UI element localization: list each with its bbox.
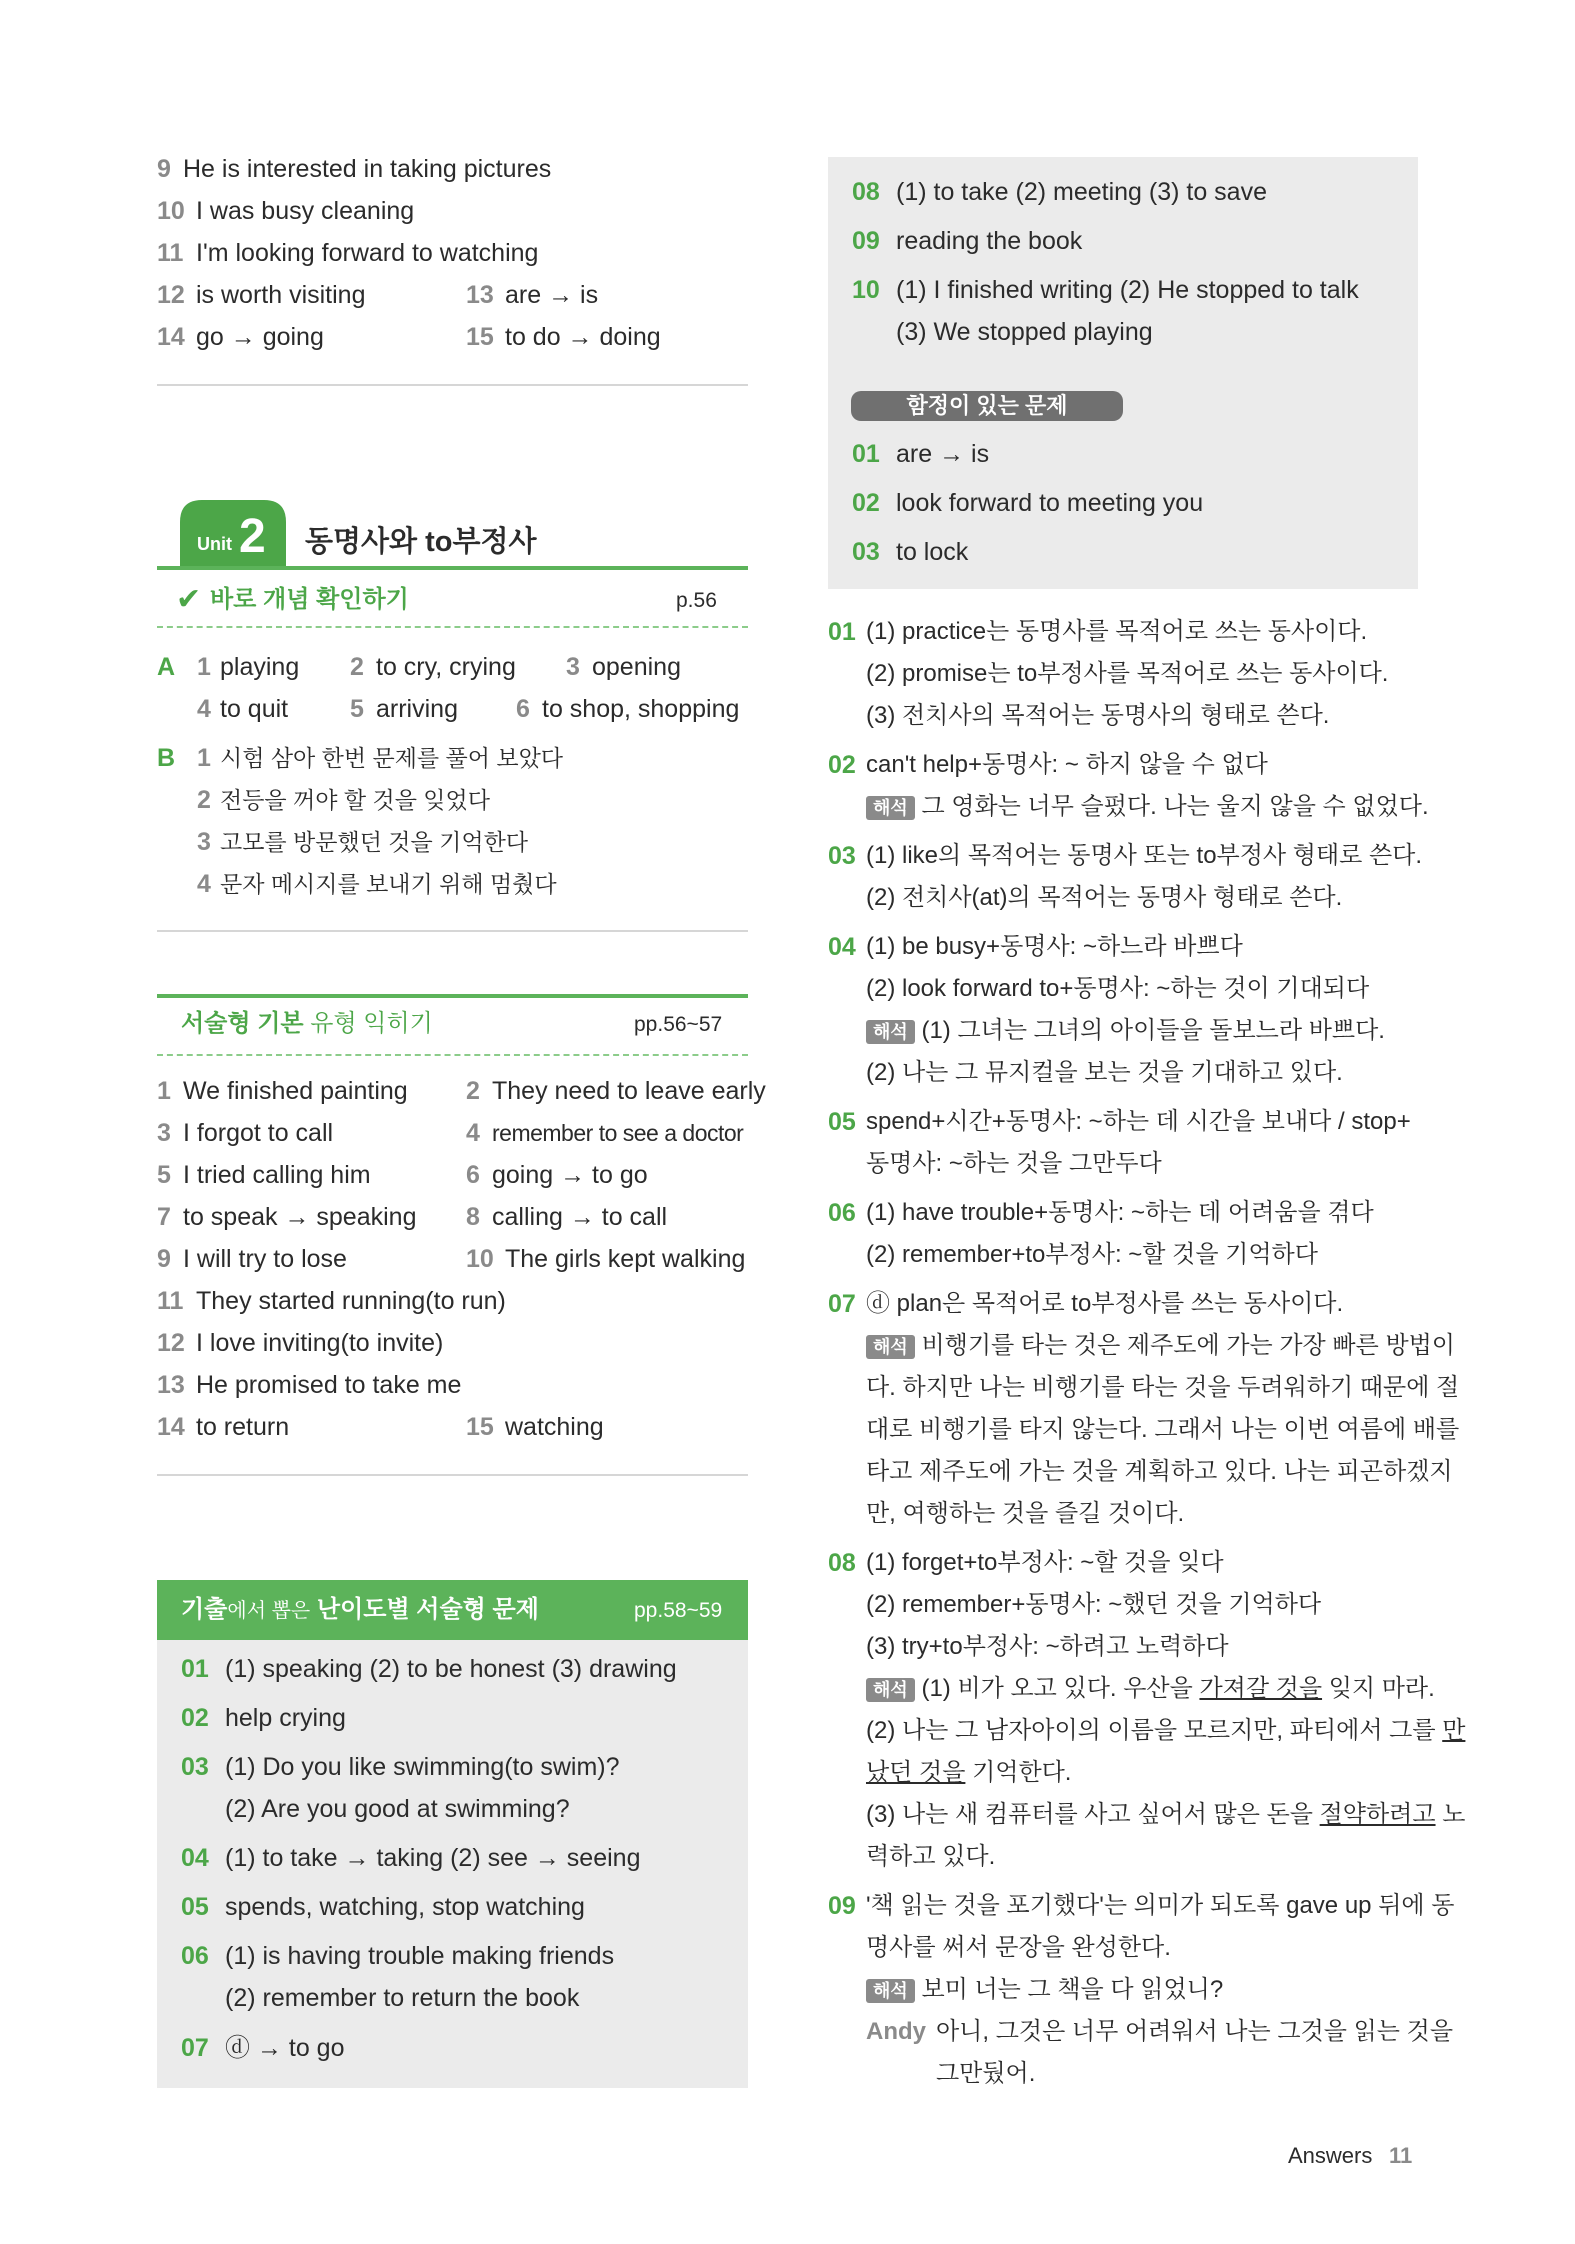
answer-text: (1) Do you like swimming(to swim)? [225,1753,620,1781]
translation-text: (1) 비가 오고 있다. 우산을 [921,1675,1200,1702]
item-number: 02 [852,489,880,517]
translation-tag: 해석 [866,1335,915,1359]
translation-text: 비행기를 타는 것은 제주도에 가는 가장 빠른 방법이 [921,1332,1455,1359]
section-title-rest: 유형 익히기 [310,1010,433,1037]
answer-text: He promised to take me [196,1371,462,1399]
answer-text: (3) We stopped playing [896,318,1153,346]
translation-line [866,1975,1223,2005]
answer-text: 전등을 꺼야 할 것을 잊었다 [220,787,490,813]
item-number: 11 [157,1287,184,1315]
item-number: 04 [181,1844,209,1872]
underlined-text: 가져갈 것을 [1199,1675,1323,1702]
item-number: 3 [566,653,580,681]
page-ref: p.56 [676,589,717,612]
item-number: 01 [828,618,856,646]
explanation-line: (1) be busy+동명사: ~하느라 바쁘다 [866,933,1243,960]
speaker-name: Andy [866,2018,926,2045]
item-number: 2 [350,653,364,681]
answer-text: I tried calling him [183,1161,371,1189]
item-number: 14 [157,323,185,351]
item-number: 02 [828,751,856,779]
explanation-line: can't help+동명사: ~ 하지 않을 수 없다 [866,751,1268,778]
answer-text: We finished painting [183,1077,408,1105]
explanation-line: (2) remember+to부정사: ~할 것을 기억하다 [866,1241,1318,1268]
translation-line [866,1674,1435,1704]
item-number: 7 [157,1203,171,1231]
trap-badge: 함정이 있는 문제 [851,391,1123,421]
item-number: 09 [828,1892,856,1920]
answer-text: (1) is having trouble making friends [225,1942,615,1970]
answer-box [828,157,1418,589]
answer-text: The girls kept walking [505,1245,746,1273]
explanation-line: 력하고 있다. [866,1843,996,1870]
item-number: 09 [852,227,880,255]
item-number: 10 [852,276,880,304]
exam-title-c: 난이도별 서술형 문제 [316,1596,539,1623]
explanation-line: (2) remember+동명사: ~했던 것을 기억하다 [866,1591,1322,1618]
item-number: 4 [197,870,211,898]
explanation-line: spend+시간+동명사: ~하는 데 시간을 보내다 / stop+ [866,1108,1411,1135]
item-number: 08 [852,178,880,206]
answer-text: are → is [505,281,599,309]
explanation-line: (2) promise는 to부정사를 목적어로 쓰는 동사이다. [866,660,1389,687]
answer-text: to return [196,1413,290,1441]
translation-text: 기억한다. [965,1759,1072,1786]
answer-text: They need to leave early [492,1077,766,1105]
answer-text: playing [220,653,300,681]
explanation-line: 다. 하지만 나는 비행기를 타는 것을 두려워하기 때문에 절 [866,1374,1460,1401]
item-number: 03 [828,842,856,870]
translation-text: 그 영화는 너무 슬펐다. 나는 울지 않을 수 없었다. [921,793,1429,820]
exam-title-b: 에서 뽑은 [227,1600,311,1622]
explanation-line [866,1800,1465,1830]
answer-text: (2) remember to return the book [225,1984,580,2012]
answer-text: spends, watching, stop watching [225,1893,585,1921]
translation-text: (3) 나는 새 컴퓨터를 사고 싶어서 많은 돈을 [866,1801,1320,1828]
answer-text: I was busy cleaning [196,197,415,225]
unit-number: 2 [239,510,266,563]
answer-text: (1) to take (2) meeting (3) to save [896,178,1267,206]
item-number: 15 [466,323,494,351]
answer-text: (2) Are you good at swimming? [225,1795,570,1823]
translation-tag: 해석 [866,796,915,820]
item-number: 08 [828,1549,856,1577]
item-number: 1 [197,653,211,681]
translation-tag: 해석 [866,1979,915,2003]
item-number: 9 [157,155,171,183]
answer-text: is worth visiting [196,281,366,309]
answer-text: watching [505,1413,604,1441]
answer-text: (1) speaking (2) to be honest (3) drawing [225,1655,677,1683]
explanation-line: (2) 전치사(at)의 목적어는 동명사 형태로 쓴다. [866,884,1343,911]
answer-text: I will try to lose [183,1245,347,1273]
answer-text: to speak → speaking [183,1203,417,1231]
explanation-line: (1) forget+to부정사: ~할 것을 잊다 [866,1549,1224,1576]
explanation-line: (3) try+to부정사: ~하려고 노력하다 [866,1633,1229,1660]
answer-text: 고모를 방문했던 것을 기억한다 [220,829,529,855]
divider [157,1474,748,1476]
translation-text: (1) 그녀는 그녀의 아이들을 돌보느라 바쁘다. [921,1017,1385,1044]
item-number: 06 [828,1199,856,1227]
item-number: 01 [852,440,880,468]
answer-text: 문자 메시지를 보내기 위해 멈췄다 [220,871,557,897]
item-number: 5 [157,1161,171,1189]
explanation-line: 동명사: ~하는 것을 그만두다 [866,1150,1162,1177]
item-number: 2 [197,786,211,814]
answer-text: arriving [376,695,458,723]
footer-label: Answers [1288,2143,1373,2168]
unit-title: 동명사와 to부정사 [305,526,537,558]
explanation-line: 그만뒀어. [936,2060,1036,2087]
answer-text: go → going [196,323,324,351]
answer-text: to shop, shopping [542,695,740,723]
answer-text: to do → doing [505,323,661,351]
explanation-line: (3) 전치사의 목적어는 동명사의 형태로 쓴다. [866,702,1330,729]
translation-tag: 해석 [866,1678,915,1702]
answer-text: help crying [225,1704,346,1732]
item-number: 1 [157,1077,171,1105]
item-number: 06 [181,1942,209,1970]
explanation-line: 아니, 그것은 너무 어려워서 나는 그것을 읽는 것을 [936,2018,1454,2045]
item-number: 5 [350,695,364,723]
underlined-text: 만 [1442,1717,1466,1744]
page-number: 11 [1389,2143,1413,2168]
item-number: 3 [197,828,211,856]
explanation-line: 타고 제주도에 가는 것을 계획하고 있다. 나는 피곤하겠지 [866,1458,1453,1485]
item-number: 8 [466,1203,480,1231]
answer-text: They started running(to run) [196,1287,506,1315]
underlined-text: 절약하려고 [1319,1801,1436,1828]
translation-line [866,1016,1385,1046]
answer-text: He is interested in taking pictures [183,155,552,183]
translation-tag: 해석 [866,1020,915,1044]
item-number: 14 [157,1413,185,1441]
answer-text: are → is [896,440,990,468]
section-title [181,1008,433,1040]
answer-text: to cry, crying [376,653,516,681]
item-number: 1 [197,744,211,772]
item-number: 05 [828,1108,856,1136]
explanation-line: (1) like의 목적어는 동명사 또는 to부정사 형태로 쓴다. [866,842,1423,869]
answer-text: calling → to call [492,1203,668,1231]
unit-label: Unit [197,534,232,554]
item-number: 12 [157,1329,185,1357]
item-number: 11 [157,239,184,267]
explanation-line: 대로 비행기를 타지 않는다. 그래서 나는 이번 여름에 배를 [866,1416,1460,1443]
item-number: 6 [516,695,530,723]
item-number: 03 [181,1753,209,1781]
item-number: 4 [466,1119,480,1147]
section-title: 바로 개념 확인하기 [210,586,409,613]
item-number: 2 [466,1077,480,1105]
item-number: 07 [181,2034,209,2062]
answer-text: remember to see a doctor [492,1120,744,1146]
translation-text: (2) 나는 그 남자아이의 이름을 모르지만, 파티에서 그를 [866,1717,1443,1744]
explanation-line: (1) practice는 동명사를 목적어로 쓰는 동사이다. [866,618,1368,645]
answer-text: reading the book [896,227,1083,255]
translation-line [866,1331,1455,1361]
item-number: 05 [181,1893,209,1921]
item-number: 02 [181,1704,209,1732]
explanation-line: (2) look forward to+동명사: ~하는 것이 기대되다 [866,975,1370,1002]
dashed-divider [157,1054,748,1056]
answer-text: ⓓ → to go [225,2034,345,2062]
section-topline [157,994,748,998]
item-number: 4 [197,695,211,723]
answer-text: I love inviting(to invite) [196,1329,444,1357]
answer-text: opening [592,653,681,681]
unit-underline [157,566,748,570]
item-number: 6 [466,1161,480,1189]
item-number: 13 [157,1371,185,1399]
item-number: 01 [181,1655,209,1683]
answer-text: (1) to take → taking (2) see → seeing [225,1844,641,1872]
explanation-line: (2) 나는 그 뮤지컬을 보는 것을 기대하고 있다. [866,1059,1343,1086]
explanation-line [866,1716,1465,1746]
explanation-line [866,1758,1071,1788]
explanation-line: ⓓ plan은 목적어로 to부정사를 쓰는 동사이다. [866,1290,1344,1317]
exam-title [181,1594,539,1627]
answer-text: look forward to meeting you [896,489,1204,517]
item-number: 9 [157,1245,171,1273]
answer-text: to lock [896,538,969,566]
answer-text: I forgot to call [183,1119,334,1147]
item-number: 10 [157,197,185,225]
item-number: 3 [157,1119,171,1147]
section-title-bold: 서술형 기본 [181,1010,304,1037]
answer-text: I'm looking forward to watching [196,239,539,267]
translation-text: 보미 너는 그 책을 다 읽었니? [921,1976,1224,2003]
answer-text: 시험 삼아 한번 문제를 풀어 보았다 [220,745,564,771]
translation-text: 노 [1435,1801,1466,1828]
explanation-line: 만, 여행하는 것을 즐길 것이다. [866,1500,1185,1527]
explanation-line: (1) have trouble+동명사: ~하는 데 어려움을 겪다 [866,1199,1374,1226]
explanation-line: '책 읽는 것을 포기했다'는 의미가 되도록 gave up 뒤에 동 [866,1892,1455,1919]
unit-badge [180,500,286,568]
answer-text: (1) I finished writing (2) He stopped to talk [896,276,1359,304]
page-ref: pp.58~59 [634,1599,723,1622]
check-icon: ✔ [176,583,202,616]
dashed-divider [157,626,748,628]
item-number: 13 [466,281,494,309]
translation-line [866,792,1429,822]
answer-text: to quit [220,695,289,723]
divider [157,930,748,932]
item-number: 15 [466,1413,494,1441]
divider [157,384,748,386]
item-number: 04 [828,933,856,961]
answer-text: going → to go [492,1161,648,1189]
item-number: 03 [852,538,880,566]
item-number: 12 [157,281,185,309]
explanation-line: 명사를 써서 문장을 완성한다. [866,1934,1171,1961]
page-ref: pp.56~57 [634,1013,723,1036]
section-label-a: A [157,653,176,681]
section-label-b: B [157,744,176,772]
item-number: 07 [828,1290,856,1318]
underlined-text: 났던 것을 [866,1759,966,1786]
exam-title-a: 기출 [181,1596,228,1623]
item-number: 10 [466,1245,494,1273]
translation-text: 잊지 마라. [1322,1675,1435,1702]
